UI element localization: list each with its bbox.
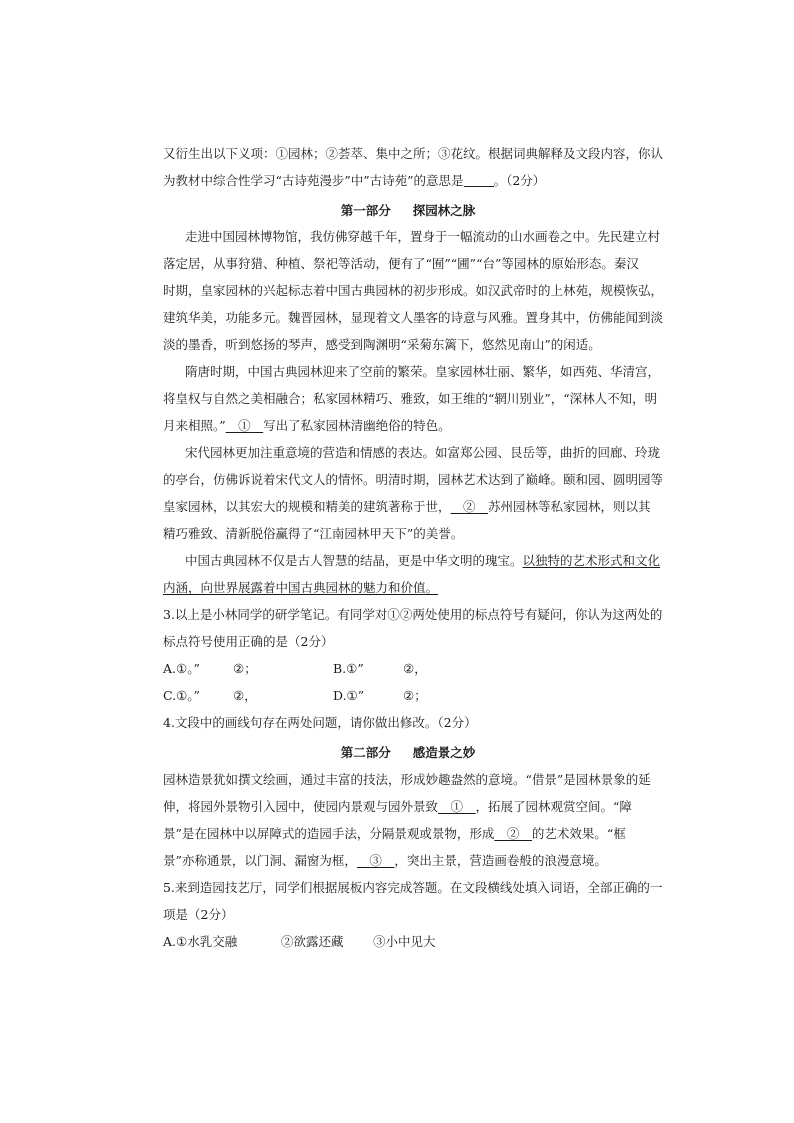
blank-1[interactable]: ①: [450, 799, 464, 814]
q3-option-d-second: ②；: [403, 688, 427, 703]
underlined-sentence-part-1: 以独特的艺术形式和文化: [522, 553, 661, 568]
q3-option-c[interactable]: C.①。”: [163, 688, 200, 703]
p3-line-3-text: 皇家园林，以其宏大的规模和精美的建筑著称于世，: [163, 499, 451, 514]
p4-line-1: [185, 551, 661, 571]
q3-option-d[interactable]: D.①”: [333, 688, 365, 703]
p1-line-5: 淡的墨香，听到悠扬的琴声，感受到陶渊明“采菊东篱下，悠然见南山”的闲适。: [163, 337, 601, 352]
part1-heading-title: 探园林之脉: [412, 203, 476, 218]
part2-heading-title: 感造景之妙: [412, 745, 476, 760]
q3-option-c-second: ②，: [233, 688, 257, 703]
intro-line-2-score: 。（2分）: [493, 173, 546, 188]
p2-line-3: [163, 416, 653, 436]
blank-2[interactable]: ②: [506, 826, 520, 841]
part2-heading-label: 第二部分: [340, 745, 391, 760]
p1-line-1: 走进中国园林博物馆，我仿佛穿越千年，置身于一幅流动的山水画卷之中。先民建立村: [185, 229, 661, 244]
q5-option-a-3: ③小中见大: [373, 934, 436, 949]
q3-options-row-2: [163, 686, 653, 706]
p2-line-1: 隋唐时期，中国古典园林迎来了空前的繁荣。皇家园林壮丽、繁华，如西苑、华清宫，: [185, 364, 661, 379]
part2-line-4-rest: ，突出主景，营造画卷般的浪漫意境。: [394, 853, 607, 868]
p3-line-3-rest: 苏州园林等私家园林，则以其: [488, 499, 651, 514]
q3-option-a-second: ②；: [233, 661, 257, 676]
p4-line-2: [163, 578, 653, 598]
part2-line-3-rest: 的艺术效果。“框: [531, 826, 626, 841]
q4-line-1: 4.文段中的画线句存在两处问题，请你做出修改。（2分）: [163, 715, 477, 730]
q5-line-2: 项是（2分）: [163, 907, 234, 922]
p4-text: 中国古典园林不仅是古人智慧的结晶，更是中华文明的瑰宝。: [185, 553, 523, 568]
p2-line-2: 将皇权与自然之美相融合；私家园林精巧、雅致，如王维的“辋川别业”，“深林人不知，明: [163, 391, 658, 406]
underlined-sentence-part-2: 内涵，向世界展露着中国古典园林的魅力和价值。: [163, 580, 439, 595]
marker-1: ①: [238, 418, 251, 433]
q3-option-b[interactable]: B.①”: [333, 661, 364, 676]
intro-line-1: 又衍生出以下义项：①园林；②荟萃、集中之所；③花纹。根据词典解释及文段内容，你认: [163, 146, 664, 161]
q3-option-b-second: ②，: [403, 661, 427, 676]
q3-options-row-1: [163, 659, 653, 679]
q5-option-a[interactable]: A.①水乳交融: [163, 934, 238, 949]
p1-line-3: 时期，皇家园林的兴起标志着中国古典园林的初步形成。如汉武帝时的上林苑，规模恢弘，: [163, 283, 664, 298]
part2-line-2: [163, 797, 653, 817]
marker-2: ②: [463, 499, 476, 514]
q3-option-a[interactable]: A.①。”: [163, 661, 200, 676]
part1-heading-label: 第一部分: [340, 203, 391, 218]
p2-line-3-text: 月来相照。”: [163, 418, 226, 433]
p3-line-3: [163, 497, 653, 517]
intro-line-2-text: 为教材中综合性学习“古诗苑漫步”中”古诗苑”的意思是: [163, 173, 464, 188]
q3-line-1: 3.以上是小林同学的研学笔记。有同学对①②两处使用的标点符号有疑问，你认为这两处的: [163, 607, 663, 622]
part2-line-2-text: 伸，将园外景物引入园中，使园内景观与园外景致: [163, 799, 439, 814]
intro-line-2: [163, 171, 653, 191]
p3-line-4: 精巧雅致、清新脱俗赢得了“江南园林甲天下”的美誉。: [163, 526, 464, 541]
part2-line-4-text: 景”亦称通景，以门洞、漏窗为框，: [163, 853, 357, 868]
p3-line-2: 的亭台，仿佛诉说着宋代文人的情怀。明清时期，园林艺术达到了巅峰。颐和园、圆明园等: [163, 472, 664, 487]
p3-line-1: 宋代园林更加注重意境的营造和情感的表达。如富郑公园、艮岳等，曲折的回廊、玲珑: [185, 445, 661, 460]
part2-line-2-rest: ，拓展了园林观赏空间。“障: [475, 799, 632, 814]
q5-option-a-row: [163, 932, 653, 952]
p1-line-4: 建筑华美，功能多元。魏晋园林，显现着文人墨客的诗意与风雅。置身其中，仿佛能闻到淡: [163, 310, 664, 325]
p2-line-3-rest: 写出了私家园林清幽绝俗的特色。: [263, 418, 451, 433]
part2-line-3-text: 景”是在园林中以屏障式的造园手法，分隔景观或景物，形成: [163, 826, 495, 841]
answer-blank[interactable]: [464, 172, 494, 187]
blank-3[interactable]: ③: [369, 853, 382, 868]
part1-heading: [163, 201, 653, 221]
p1-line-2: 落定居，从事狩猎、种植、祭祀等活动，便有了“囿”“圃”“台”等园林的原始形态。秦汉: [163, 256, 639, 271]
q3-line-2: 标点符号使用正确的是（2分）: [163, 634, 334, 649]
part2-line-3: [163, 824, 653, 844]
part2-line-1: 园林造景犹如撰文绘画，通过丰富的技法，形成妙趣盎然的意境。“借景”是园林景象的延: [163, 772, 651, 787]
q5-line-1: 5.来到造园技艺厅，同学们根据展板内容完成答题。在文段横线处填入词语，全部正确的一: [163, 880, 663, 895]
part2-heading: [163, 743, 653, 763]
q5-option-a-2: ②欲露还藏: [281, 934, 344, 949]
part2-line-4: [163, 851, 653, 871]
